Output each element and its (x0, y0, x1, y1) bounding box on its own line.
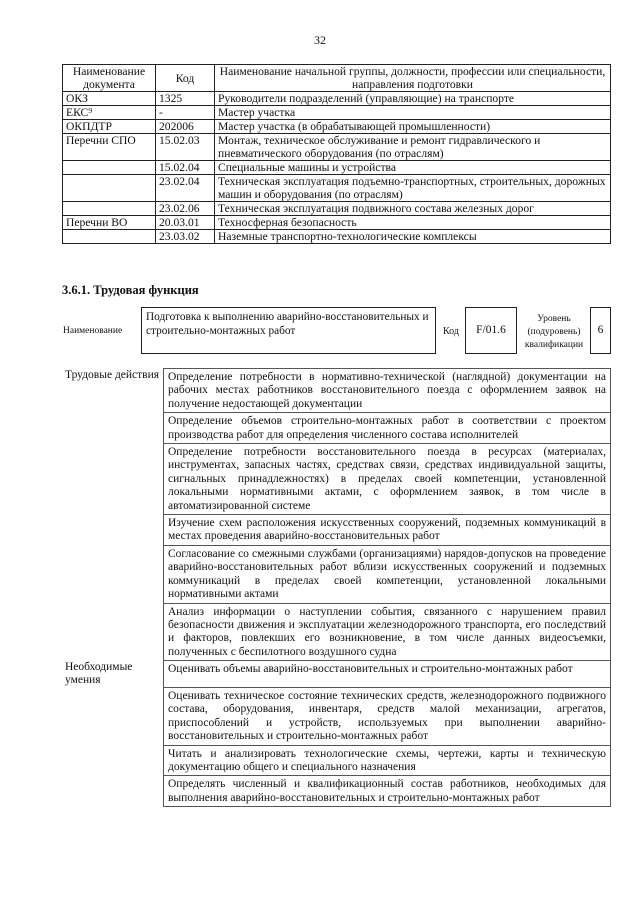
classification-code-cell: 15.02.03 (156, 134, 215, 161)
skills-label-spacer (62, 687, 164, 745)
classification-header-cell: Наименование начальной группы, должности, профессии или специальности, направления подготовки (215, 65, 611, 92)
skills-row (62, 661, 611, 688)
actions-label-spacer (62, 444, 164, 515)
classification-name-cell: Руководители подразделений (управляющие) на транспорте (215, 92, 611, 106)
function-name-label: Наименование (63, 326, 123, 336)
classification-doc-cell (63, 202, 156, 216)
classification-code-cell: 23.02.04 (156, 175, 215, 202)
actions-label-spacer (62, 545, 164, 603)
classification-code-cell: 202006 (156, 120, 215, 134)
classification-doc-cell: ОКЗ (63, 92, 156, 106)
classification-name-cell: Мастер участка (215, 106, 611, 120)
actions-row (62, 369, 611, 413)
classification-table (62, 64, 611, 244)
actions-row (62, 413, 611, 444)
classification-row (63, 92, 611, 106)
classification-name-cell: Техническая эксплуатация подъемно-транспортных, строительных, дорожных машин и оборудования (по отраслям) (215, 175, 611, 202)
skills-label-spacer (62, 776, 164, 807)
classification-header-cell: Наименование документа (63, 65, 156, 92)
classification-name-cell: Наземные транспортно-технологические комплексы (215, 230, 611, 244)
function-name: Подготовка к выполнению аварийно-восстановительных и строительно-монтажных работ (141, 307, 436, 354)
classification-name-cell: Техносферная безопасность (215, 216, 611, 230)
section-heading: 3.6.1. Трудовая функция (62, 283, 199, 297)
skills-row (62, 776, 611, 807)
classification-doc-cell: Перечни ВО (63, 216, 156, 230)
actions-item: Анализ информации о наступлении события, связанного с нарушением правил безопасности движения и эксплуатации железнодорожного транспорта, его последствий и факторов, повлекших его возникновение, в том числе данных видеосъемки, полученных с беспилотного воздушного судна (164, 603, 611, 661)
actions-row (62, 603, 611, 661)
function-code-label: Код (443, 326, 459, 337)
classification-row (63, 216, 611, 230)
skills-label: Необходимые умения (62, 661, 164, 688)
skills-item: Определять численный и квалификационный состав работников, необходимых для выполнения аварийно-восстановительных и строительно-монтажных работ (164, 776, 611, 807)
skills-label-spacer (62, 745, 164, 776)
classification-name-cell: Монтаж, техническое обслуживание и ремонт гидравлического и пневматического оборудования (по отраслям) (215, 134, 611, 161)
classification-code-cell: 15.02.04 (156, 161, 215, 175)
page-number: 32 (314, 33, 326, 47)
classification-row (63, 134, 611, 161)
skills-row (62, 745, 611, 776)
actions-item: Определение потребности восстановительного поезда в ресурсах (материалах, инструментах, запасных частях, средствах связи, средствах индивидуальной защиты, сигнальных принадлежностях) в пределах своей компетенции, установленной локальными нормативными актами, с оформлением заявок, в том числе в автоматизированной системе (164, 444, 611, 515)
classification-doc-cell: ЕКС⁹ (63, 106, 156, 120)
classification-code-cell: 1325 (156, 92, 215, 106)
actions-row (62, 545, 611, 603)
classification-header-row (63, 65, 611, 92)
actions-label: Трудовые действия (62, 369, 164, 413)
actions-row (62, 444, 611, 515)
classification-header-cell: Код (156, 65, 215, 92)
classification-code-cell: 23.03.02 (156, 230, 215, 244)
qualification-level: 6 (590, 307, 611, 354)
classification-code-cell: - (156, 106, 215, 120)
actions-label-spacer (62, 515, 164, 546)
classification-doc-cell (63, 230, 156, 244)
classification-row (63, 202, 611, 216)
classification-row (63, 120, 611, 134)
classification-code-cell: 23.02.06 (156, 202, 215, 216)
actions-label-spacer (62, 603, 164, 661)
classification-row (63, 175, 611, 202)
actions-item: Изучение схем расположения искусственных сооружений, подземных коммуникаций в местах проведения аварийно-восстановительных работ (164, 515, 611, 546)
classification-name-cell: Мастер участка (в обрабатывающей промышленности) (215, 120, 611, 134)
classification-doc-cell (63, 175, 156, 202)
actions-skills-table (62, 368, 611, 807)
actions-label-spacer (62, 413, 164, 444)
classification-row (63, 230, 611, 244)
actions-item: Согласование со смежными службами (организациями) нарядов-допусков на проведение аварийно-восстановительных работ вблизи искусственных сооружений и подземных коммуникаций в пределах своей компетенции, установленной локальными нормативными актами (164, 545, 611, 603)
skills-row (62, 687, 611, 745)
classification-row (63, 161, 611, 175)
classification-doc-cell: ОКПДТР (63, 120, 156, 134)
classification-name-cell: Специальные машины и устройства (215, 161, 611, 175)
classification-name-cell: Техническая эксплуатация подвижного состава железных дорог (215, 202, 611, 216)
skills-item: Оценивать объемы аварийно-восстановительных и строительно-монтажных работ (164, 661, 611, 688)
classification-code-cell: 20.03.01 (156, 216, 215, 230)
qualification-level-label: Уровень (подуровень) квалификации (524, 314, 584, 350)
actions-item: Определение объемов строительно-монтажных работ в соответствии с проектом производства работ для определения численного состава исполнителей (164, 413, 611, 444)
skills-item: Оценивать техническое состояние технических средств, железнодорожного подвижного состава, оборудования, инвентаря, средств малой механизации, агрегатов, приспособлений и устройств, используемых при выполнении аварийно-восстановительных и строительно-монтажных работ (164, 687, 611, 745)
function-code: F/01.6 (465, 307, 517, 354)
classification-doc-cell (63, 161, 156, 175)
classification-row (63, 106, 611, 120)
classification-doc-cell: Перечни СПО (63, 134, 156, 161)
skills-item: Читать и анализировать технологические схемы, чертежи, карты и техническую документацию общего и специального назначения (164, 745, 611, 776)
actions-item: Определение потребности в нормативно-технической (наглядной) документации на рабочих местах работников восстановительного поезда с оформлением заявок на получение недостающей документации (164, 369, 611, 413)
actions-row (62, 515, 611, 546)
